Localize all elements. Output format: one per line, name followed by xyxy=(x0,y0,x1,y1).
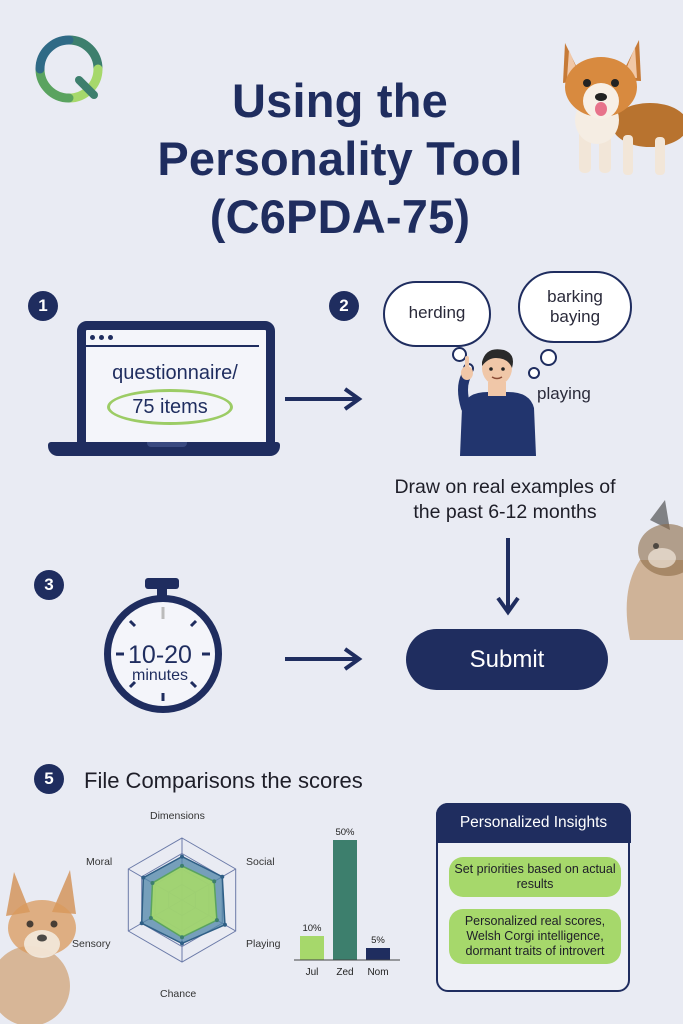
bar-jul xyxy=(300,936,324,960)
radar-point xyxy=(215,918,219,922)
bar-category-label: Nom xyxy=(367,967,389,978)
radar-point xyxy=(180,935,184,939)
thinking-person-illustration xyxy=(452,348,542,456)
window-dots-icon xyxy=(90,335,113,340)
bar-data-label: 50% xyxy=(335,827,355,838)
radar-chart xyxy=(112,830,252,970)
radar-point xyxy=(141,876,145,880)
step-3-badge: 3 xyxy=(34,570,64,600)
bar-data-label: 10% xyxy=(302,923,322,934)
insight-item-scores: Personalized real scores, Welsh Corgi intelligence, dormant traits of introvert xyxy=(449,909,621,964)
step-5-badge: 5 xyxy=(34,764,64,794)
arrow-down-icon xyxy=(494,536,522,616)
radar-axis-label: Chance xyxy=(160,988,197,1000)
radar-point xyxy=(223,923,227,927)
thought-baying-text: baying xyxy=(549,307,601,326)
radar-axis-label: Social xyxy=(246,856,275,868)
radar-axis-label: Sensory xyxy=(72,938,111,950)
laptop-screen xyxy=(77,321,275,455)
insight-item-priorities: Set priorities based on actual results xyxy=(449,857,621,897)
radar-axis-label: Moral xyxy=(86,856,113,868)
comparison-heading: File Comparisons the scores xyxy=(84,768,363,793)
submit-button[interactable]: Submit xyxy=(406,629,608,690)
title-line-3: (C6PDA-75) xyxy=(209,190,471,243)
insights-heading: Personalized Insights xyxy=(436,803,631,843)
radar-point xyxy=(180,864,184,868)
thought-bubble-barking xyxy=(518,271,632,343)
bar-chart xyxy=(292,820,404,990)
thought-bubble-herding xyxy=(383,281,491,347)
bar-category-label: Jul xyxy=(305,967,319,978)
title-line-1: Using the xyxy=(232,74,448,127)
step-1-badge: 1 xyxy=(28,291,58,321)
thought-herding-text: herding xyxy=(408,303,466,322)
radar-point xyxy=(212,879,216,883)
radar-point xyxy=(140,921,144,925)
laptop-notch xyxy=(147,442,187,447)
page-title xyxy=(90,72,590,246)
thought-barking-text: barking xyxy=(547,287,603,306)
bar-nom xyxy=(366,948,390,960)
title-line-2: Personality Tool xyxy=(157,132,523,185)
bar-zed xyxy=(333,840,357,960)
thought-playing-text: playing xyxy=(537,384,591,403)
questionnaire-label: questionnaire/ xyxy=(112,362,238,384)
recall-caption-line-2: the past 6-12 months xyxy=(413,501,597,523)
radar-point xyxy=(150,881,154,885)
step-2-badge: 2 xyxy=(329,291,359,321)
cat-illustration-right xyxy=(610,500,683,640)
bar-category-label: Zed xyxy=(336,967,354,978)
radar-axis-label: Playing xyxy=(246,938,281,950)
arrow-right-icon xyxy=(283,386,363,412)
radar-point xyxy=(149,916,153,920)
thought-dot xyxy=(540,349,557,366)
screen-divider xyxy=(84,345,259,347)
duration-value: 10-20 xyxy=(128,641,192,669)
duration-unit: minutes xyxy=(131,667,189,684)
corgi-illustration-top xyxy=(555,25,683,185)
radar-axis-label: Dimensions xyxy=(150,810,205,822)
items-count-label: 75 items xyxy=(107,389,233,425)
radar-point xyxy=(220,875,224,879)
bar-data-label: 5% xyxy=(371,935,385,946)
radar-point xyxy=(180,855,184,859)
recall-caption-line-1: Draw on real examples of xyxy=(394,476,616,498)
radar-point xyxy=(180,941,184,945)
arrow-right-icon xyxy=(283,646,363,672)
